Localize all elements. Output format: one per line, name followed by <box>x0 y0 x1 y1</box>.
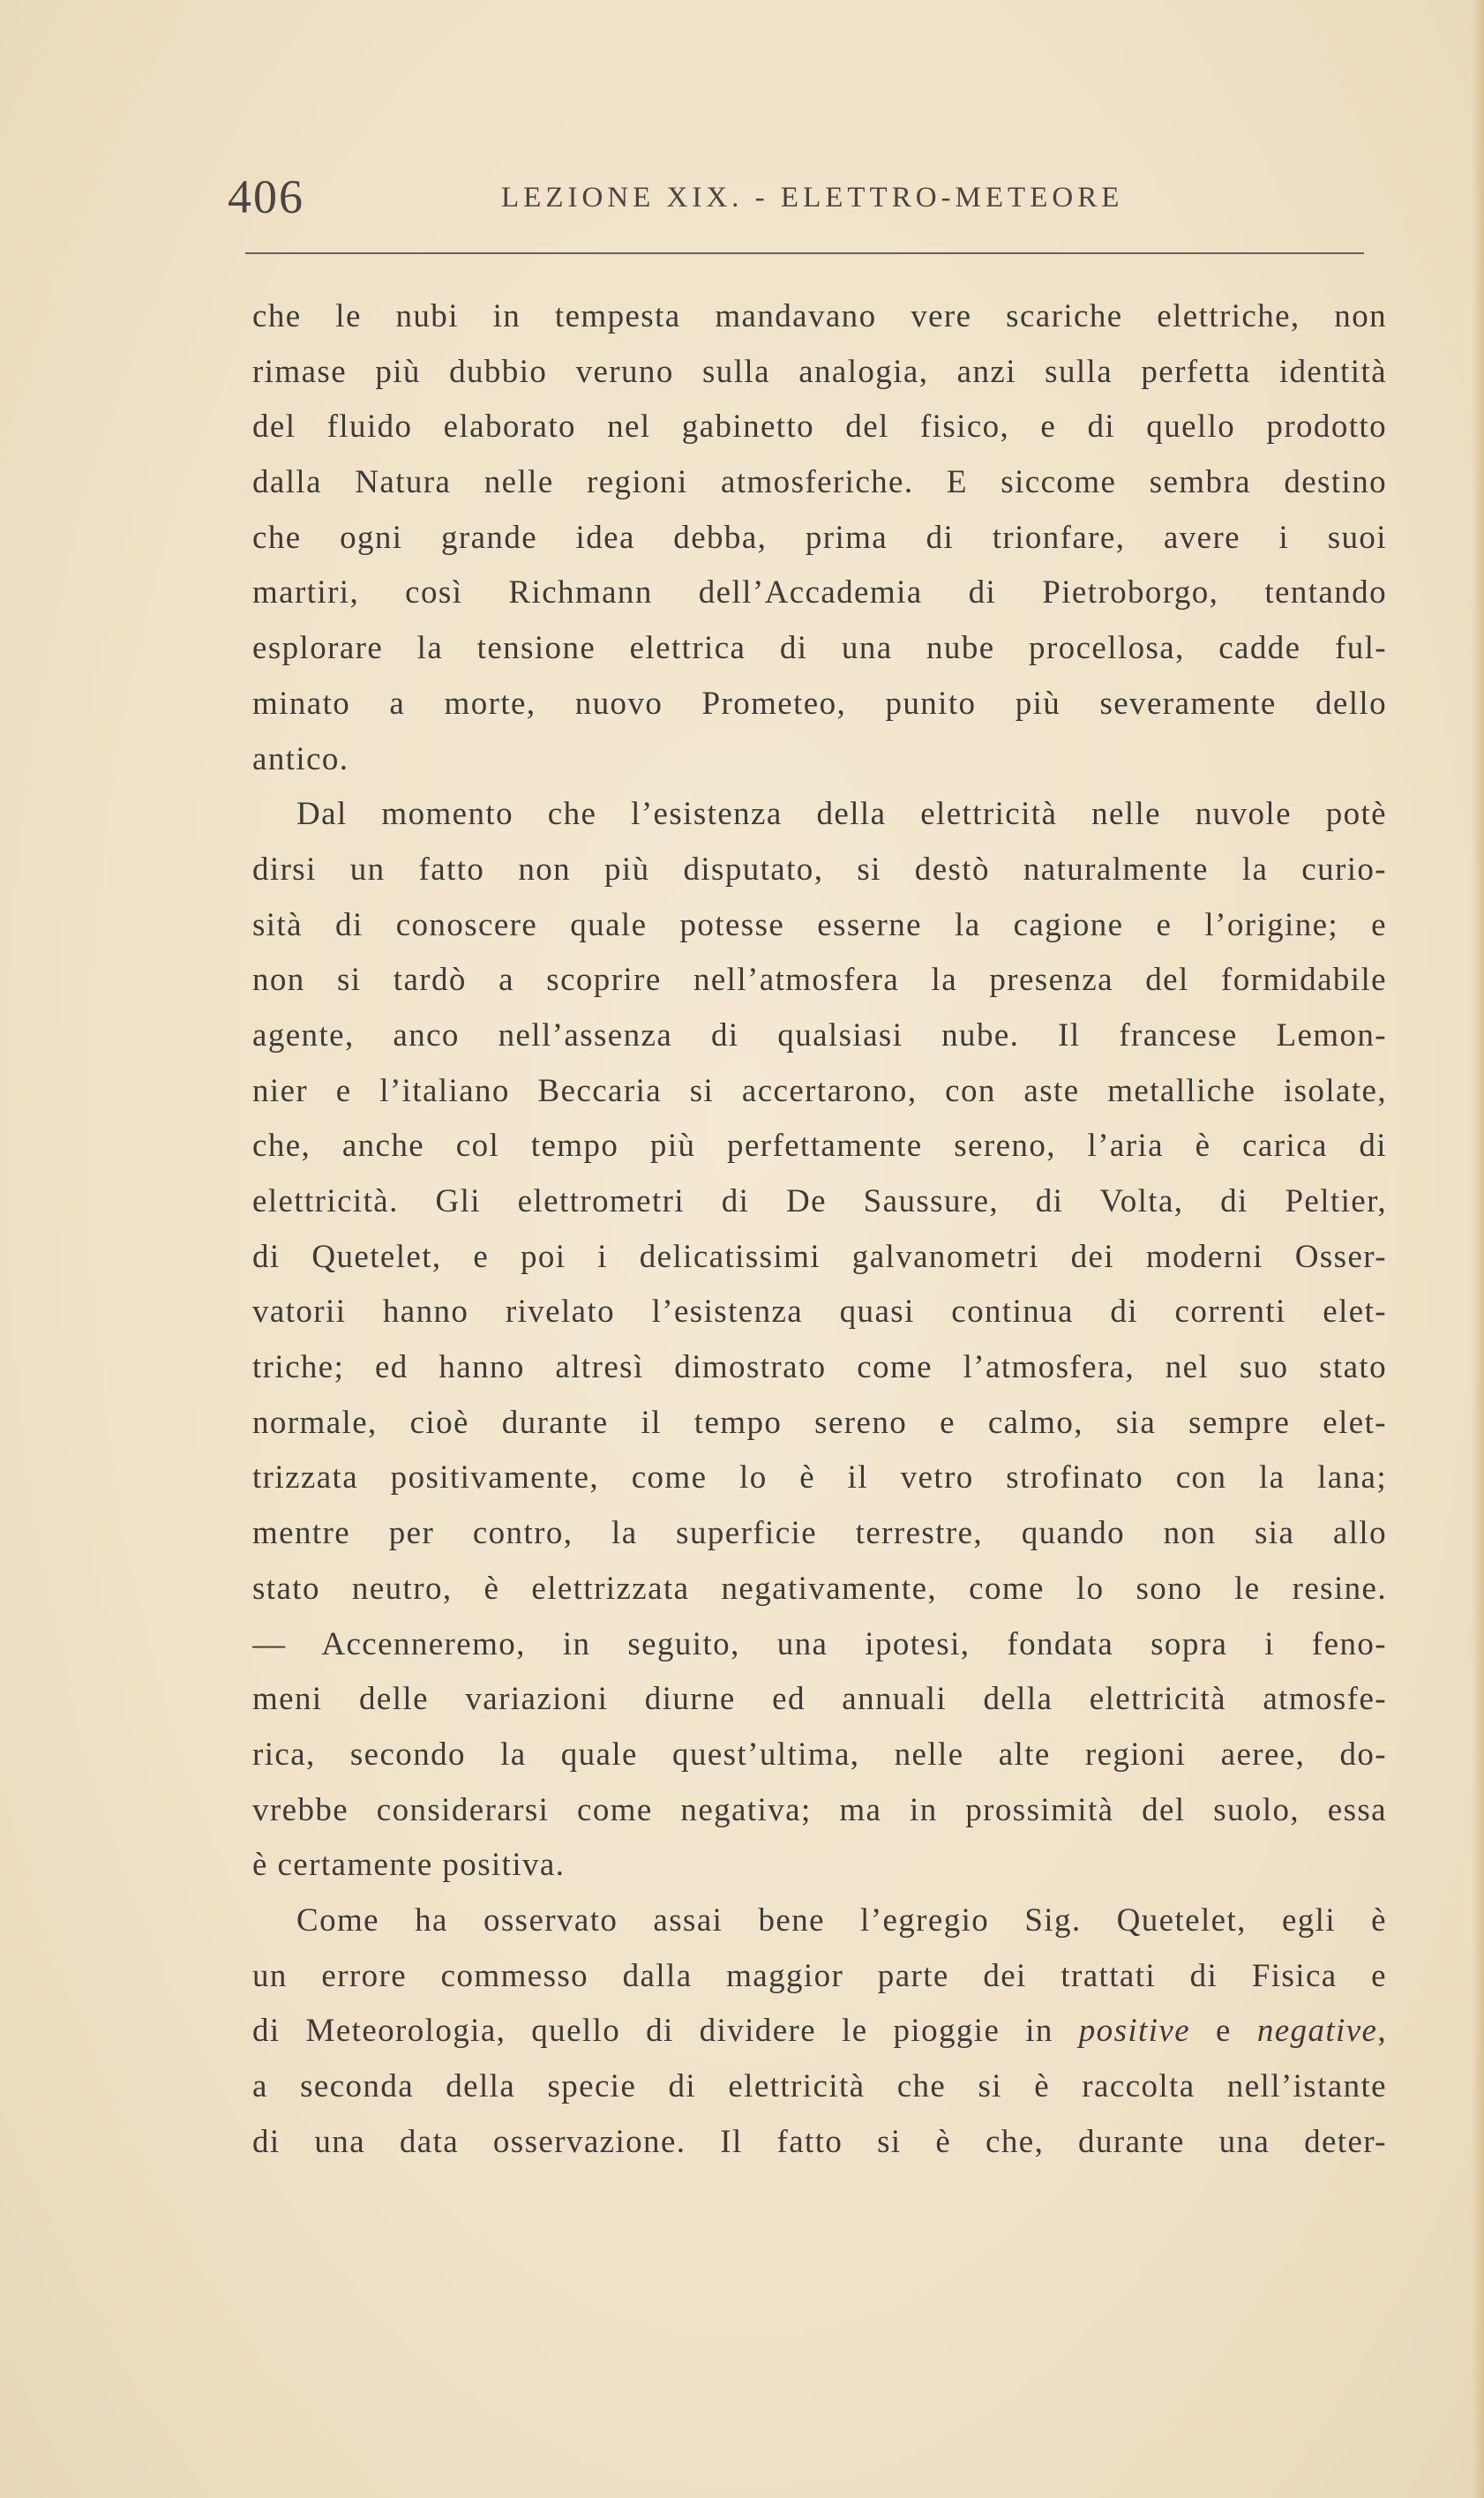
text-line: martiri, così Richmann dell’Accademia di Pietroborgo, tentando <box>252 574 1387 611</box>
text-line: meni delle variazioni diurne ed annuali della elettricità atmosfe- <box>252 1681 1387 1718</box>
text-line: rimase più dubbio veruno sulla analogia, anzi sulla perfetta identità <box>252 353 1387 390</box>
text-line: dirsi un fatto non più disputato, si destò naturalmente la curio- <box>252 851 1387 888</box>
text-line: agente, anco nell’assenza di qualsiasi nube. Il francese Lemon- <box>252 1016 1387 1054</box>
text-line: di una data osservazione. Il fatto si è che, durante una deter- <box>252 2123 1387 2160</box>
text-line: rica, secondo la quale quest’ultima, nelle alte regioni aeree, do- <box>252 1736 1387 1773</box>
text-line: un errore commesso dalla maggior parte dei trattati di Fisica e <box>252 1957 1387 1994</box>
text-line: elettricità. Gli elettrometri di De Saussure, di Volta, di Peltier, <box>252 1183 1387 1219</box>
text-segment: di Meteorologia, quello di dividere le pioggie in <box>252 2013 1079 2050</box>
header-rule <box>245 252 1364 254</box>
text-line: vatorii hanno rivelato l’esistenza quasi continua di correnti elet- <box>252 1294 1387 1331</box>
italic-term-positive: positive <box>1078 2013 1191 2050</box>
text-segment: e <box>1190 2013 1257 2050</box>
text-line: sità di conoscere quale potesse esserne la cagione e l’origine; e <box>252 906 1387 943</box>
text-line: che, anche col tempo più perfettamente sereno, l’aria è carica di <box>252 1128 1387 1165</box>
text-line: trizzata positivamente, come lo è il vetro strofinato con la lana; <box>252 1459 1387 1497</box>
paragraph-start-line: Dal momento che l’esistenza della elettricità nelle nuvole potè <box>296 796 1387 833</box>
page-number: 406 <box>228 170 304 223</box>
body-text <box>252 289 1387 2170</box>
text-line: mentre per contro, la superficie terrestre, quando non sia allo <box>252 1515 1387 1552</box>
text-line: non si tardò a scoprire nell’atmosfera la presenza del formidabile <box>252 962 1387 999</box>
text-line: antico. <box>252 740 349 777</box>
text-segment: , <box>1377 2013 1387 2050</box>
text-line: triche; ed hanno altresì dimostrato come l’atmosfera, nel suo stato <box>252 1349 1387 1386</box>
text-line: nier e l’italiano Beccaria si accertarono, con aste metalliche isolate, <box>252 1072 1387 1109</box>
text-line: stato neutro, è elettrizzata negativamente, come lo sono le resine. <box>252 1570 1387 1607</box>
running-head: LEZIONE XIX. - ELETTRO-METEORE <box>501 182 1124 214</box>
page-header <box>228 169 1366 231</box>
text-line: a seconda della specie di elettricità che si è raccolta nell’istante <box>252 2068 1387 2104</box>
text-line: esplorare la tensione elettrica di una nube procellosa, cadde ful- <box>252 630 1387 667</box>
text-line: dalla Natura nelle regioni atmosferiche. E siccome sembra destino <box>252 464 1387 501</box>
page-edge <box>1472 0 1484 2498</box>
text-line: che le nubi in tempesta mandavano vere scariche elettriche, non <box>252 298 1387 334</box>
paragraph-start-line: Come ha osservato assai bene l’egregio Sig. Quetelet, egli è <box>296 1902 1387 1939</box>
text-line: è certamente positiva. <box>252 1847 566 1884</box>
text-line-with-italics <box>252 2004 1387 2059</box>
text-line: — Accenneremo, in seguito, una ipotesi, fondata sopra i feno- <box>252 1625 1387 1662</box>
text-line: di Quetelet, e poi i delicatissimi galvanometri dei moderni Osser- <box>252 1238 1387 1275</box>
italic-term-negative: negative <box>1256 2013 1378 2050</box>
text-line: del fluido elaborato nel gabinetto del fisico, e di quello prodotto <box>252 409 1387 446</box>
text-line: minato a morte, nuovo Prometeo, punito più severamente dello <box>252 685 1387 722</box>
text-line: vrebbe considerarsi come negativa; ma in prossimità del suolo, essa <box>252 1791 1387 1828</box>
text-line: normale, cioè durante il tempo sereno e calmo, sia sempre elet- <box>252 1404 1387 1441</box>
text-line: che ogni grande idea debba, prima di trionfare, avere i suoi <box>252 519 1387 556</box>
